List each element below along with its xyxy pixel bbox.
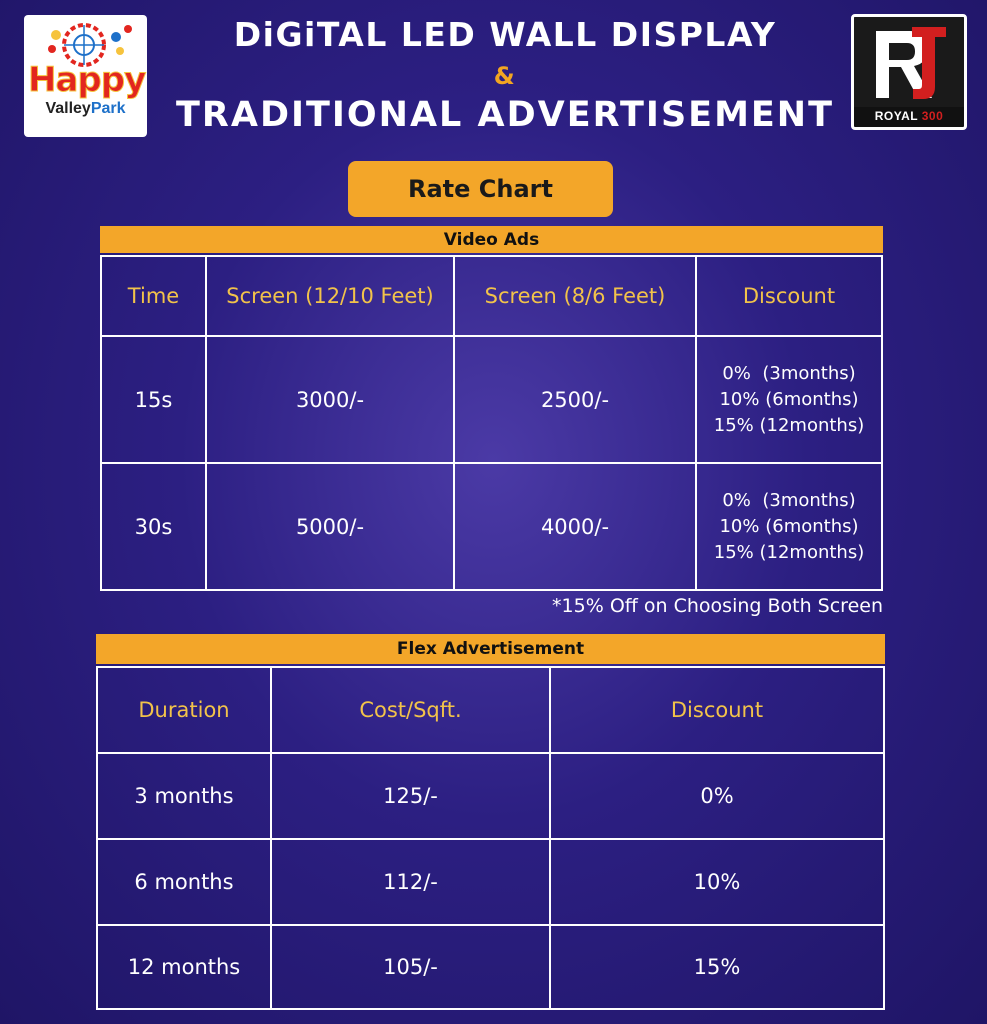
page-title-line-1: DiGiTAL LED WALL DISPLAY	[233, 15, 777, 54]
discount-line: 0% (3months)	[722, 489, 856, 511]
logo-royal-text	[854, 109, 964, 123]
column-header-screen-large: Screen (12/10 Feet)	[207, 257, 455, 337]
table-cell-discount: 15%	[693, 955, 741, 979]
table-cell-duration: 3 months	[98, 754, 272, 840]
discount-line: 15% (12months)	[713, 541, 865, 563]
logo-valley-park-text	[28, 101, 143, 117]
table-cell-cost: 112/-	[272, 840, 551, 926]
video-ads-table	[100, 255, 883, 591]
table-cell-cost: 125/-	[272, 754, 551, 840]
rate-chart-badge: Rate Chart	[348, 161, 613, 217]
discount-line: 0% (3months)	[722, 362, 856, 384]
page-title-line-2: TRADITIONAL ADVERTISEMENT	[176, 95, 834, 135]
royal-300-logo	[851, 14, 967, 130]
table-cell-discount	[697, 337, 881, 464]
logo-park-text: Park	[90, 100, 126, 117]
table-cell-cost: 105/-	[272, 926, 551, 1008]
column-header-duration: Duration	[98, 668, 272, 754]
table-cell-screen-large: 5000/-	[207, 464, 455, 589]
column-header-screen-small: Screen (8/6 Feet)	[455, 257, 697, 337]
column-header-discount: Discount	[551, 668, 883, 754]
table-cell-screen-large: 3000/-	[207, 337, 455, 464]
table-cell-duration: 6 months	[98, 840, 272, 926]
logo-happy-text: Happy	[28, 60, 146, 100]
column-header-cost: Cost/Sqft.	[272, 668, 551, 754]
column-header-time: Time	[102, 257, 207, 337]
discount-line: 10% (6months)	[719, 388, 859, 410]
flex-advertisement-table	[96, 666, 885, 1010]
logo-valley-text: Valley	[45, 100, 91, 117]
table-cell-discount: 0%	[551, 754, 883, 840]
discount-line: 10% (6months)	[719, 515, 859, 537]
table-cell-duration: 12 months	[98, 926, 272, 1008]
table-cell-discount: 10%	[551, 840, 883, 926]
logo-royal-word: ROYAL	[874, 109, 918, 123]
table-cell-time: 15s	[102, 337, 207, 464]
video-ads-header: Video Ads	[100, 226, 883, 253]
table-cell-discount	[697, 464, 881, 589]
flex-advertisement-header: Flex Advertisement	[96, 634, 885, 664]
table-cell-time: 30s	[102, 464, 207, 589]
table-cell-screen-small: 2500/-	[455, 337, 697, 464]
table-cell-screen-small: 4000/-	[455, 464, 697, 589]
video-ads-note: *15% Off on Choosing Both Screen	[552, 595, 883, 617]
column-header-discount: Discount	[697, 257, 881, 337]
royal-monogram-icon	[854, 17, 964, 107]
discount-line: 15% (12months)	[713, 414, 865, 436]
logo-300-word: 300	[921, 109, 944, 123]
happy-valley-park-logo	[24, 15, 147, 137]
page-title-ampersand: &	[493, 62, 517, 90]
